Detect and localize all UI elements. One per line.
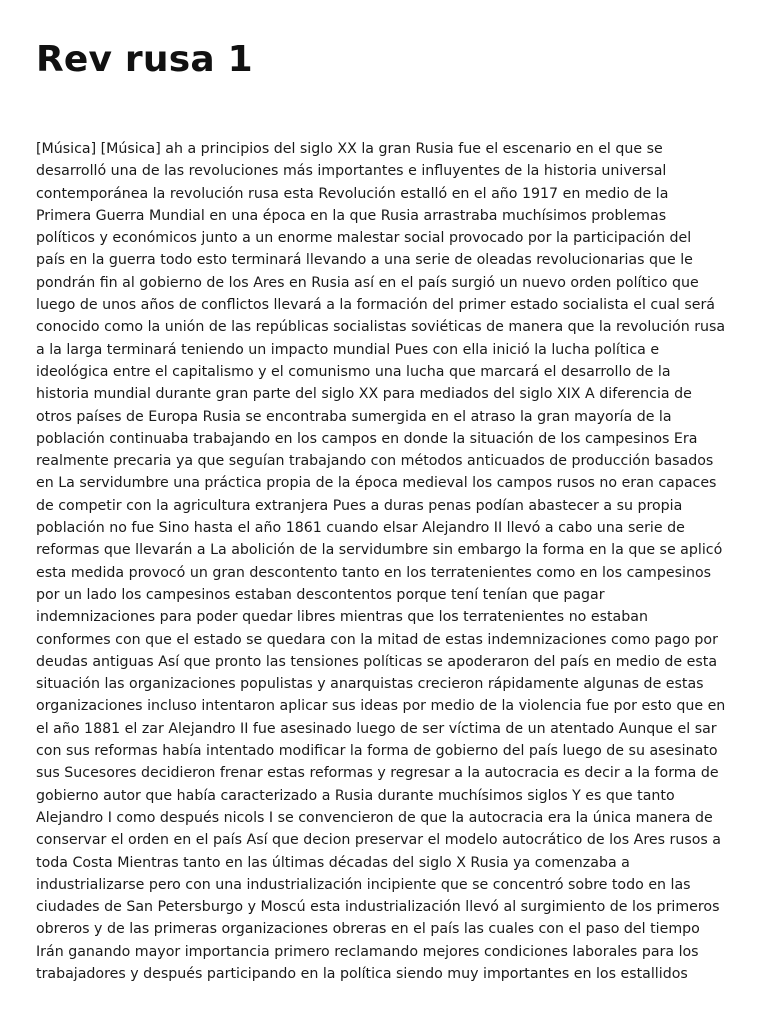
text-line: contemporánea la revolución rusa esta Revolución estalló en el año 1917 en medio de la: [36, 185, 669, 202]
text-line: otros países de Europa Rusia se encontraba sumergida en el atraso la gran mayoría de la: [36, 408, 672, 425]
text-line: de competir con la agricultura extranjera Pues a duras penas podían abastecer a su propia: [36, 497, 683, 514]
text-line: trabajadores y después participando en la política siendo muy importantes en los estallidos: [36, 965, 688, 982]
text-line: desarrolló una de las revoluciones más importantes e influyentes de la historia universal: [36, 163, 667, 180]
text-line: a la larga terminará teniendo un impacto mundial Pues con ella inició la lucha política e: [36, 341, 660, 358]
text-line: en La servidumbre una práctica propia de la época medieval los campos rusos no eran capaces: [36, 475, 717, 492]
text-line: con sus reformas había intentado modificar la forma de gobierno del país luego de su asesinato: [36, 743, 718, 760]
text-line: sus Sucesores decidieron frenar estas reformas y regresar a la autocracia es decir a la forma de: [36, 765, 719, 782]
text-line: ciudades de San Petersburgo y Moscú esta industrialización llevó al surgimiento de los primeros: [36, 899, 720, 916]
text-line: conocido como la unión de las repúblicas socialistas soviéticas de manera que la revolución rusa: [36, 319, 726, 336]
text-line: Irán ganando mayor importancia primero reclamando mejores condiciones laborales para los: [36, 943, 699, 960]
text-line: pondrán fin al gobierno de los Ares en Rusia así en el país surgió un nuevo orden político que: [36, 274, 699, 291]
text-line: historia mundial durante gran parte del siglo XX para mediados del siglo XIX A diferencia de: [36, 386, 692, 403]
text-line: situación las organizaciones populistas y anarquistas crecieron rápidamente algunas de estas: [36, 676, 704, 693]
text-line: [Música] [Música] ah a principios del siglo XX la gran Rusia fue el escenario en el que se: [36, 141, 663, 157]
text-line: Alejandro I como después nicols I se convencieron de que la autocracia era la única manera de: [36, 809, 713, 826]
text-line: reformas que llevarán a La abolición de la servidumbre sin embargo la forma en la que se aplicó: [36, 542, 723, 559]
text-line: industrializarse pero con una industrialización incipiente que se concentró sobre todo en las: [36, 876, 691, 893]
text-line: población continuaba trabajando en los campos en donde la situación de los campesinos Era: [36, 430, 698, 447]
text-line: organizaciones incluso intentaron aplicar sus ideas por medio de la violencia fue por esto que en: [36, 698, 726, 715]
text-line: obreros y de las primeras organizaciones obreras en el país las cuales con el paso del tiempo: [36, 921, 700, 938]
text-line: población no fue Sino hasta el año 1861 cuando elsar Alejandro II llevó a cabo una serie de: [36, 520, 685, 537]
text-line: gobierno autor que había caracterizado a Rusia durante muchísimos siglos Y es que tanto: [36, 787, 675, 804]
text-line: el año 1881 el zar Alejandro II fue asesinado luego de ser víctima de un atentado Aunque el sar: [36, 720, 717, 737]
text-line: ideológica entre el capitalismo y el comunismo una lucha que marcará el desarrollo de la: [36, 363, 671, 380]
text-line: deudas antiguas Así que pronto las tensiones políticas se apoderaron del país en medio de esta: [36, 653, 718, 670]
text-line: políticos y económicos junto a un enorme malestar social provocado por la participación del: [36, 230, 692, 247]
text-line: por un lado los campesinos estaban descontentos porque tení tenían que pagar: [36, 586, 605, 603]
text-line: esta medida provocó un gran descontento tanto en los terratenientes como en los campesinos: [36, 564, 712, 581]
text-line: país en la guerra todo esto terminará llevando a una serie de oleadas revolucionarias que le: [36, 252, 693, 269]
document-body: [36, 138, 732, 985]
text-line: toda Costa Mientras tanto en las últimas décadas del siglo X Rusia ya comenzaba a: [36, 854, 630, 871]
document-title: Rev rusa 1: [36, 39, 253, 80]
text-line: realmente precaria ya que seguían trabajando con métodos anticuados de producción basados: [36, 453, 714, 470]
text-line: luego de unos años de conflictos llevará a la formación del primer estado socialista el cual será: [36, 297, 716, 314]
text-line: indemnizaciones para poder quedar libres mientras que los terratenientes no estaban: [36, 609, 648, 626]
text-line: Primera Guerra Mundial en una época en la que Rusia arrastraba muchísimos problemas: [36, 207, 667, 224]
text-line: conformes con que el estado se quedara con la mitad de estas indemnizaciones como pago por: [36, 631, 718, 648]
text-line: conservar el orden en el país Así que decion preservar el modelo autocrático de los Ares rusos a: [36, 832, 721, 849]
